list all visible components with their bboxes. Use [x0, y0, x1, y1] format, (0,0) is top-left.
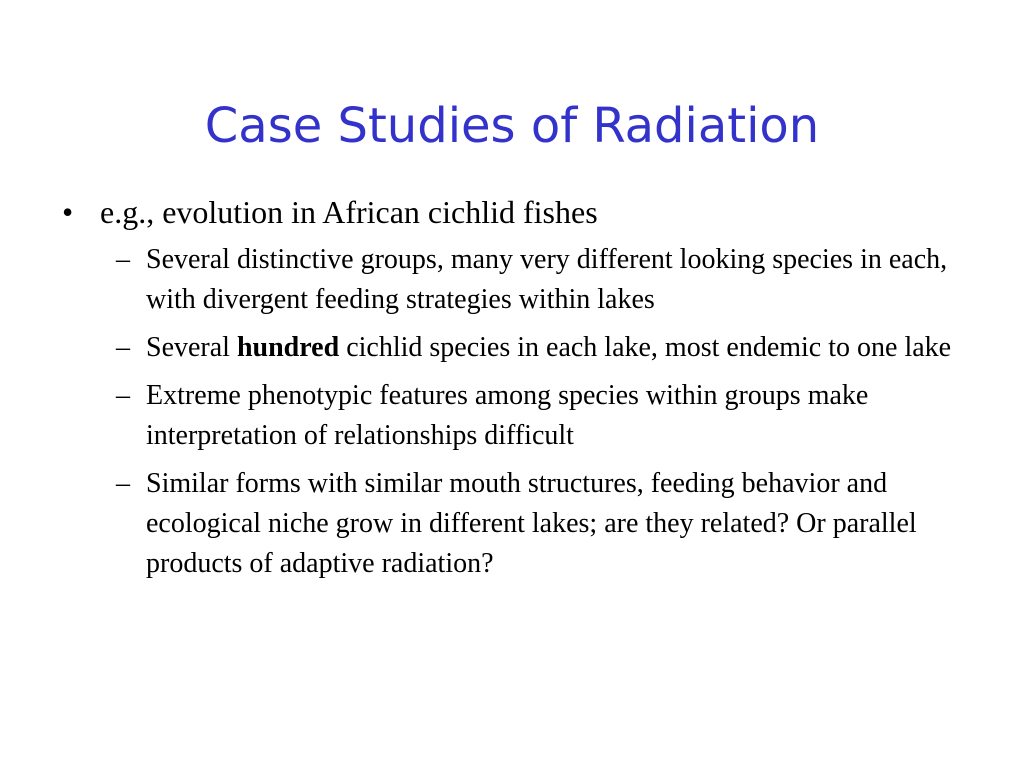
subbullet-4 [60, 464, 960, 584]
subbullet-3 [60, 376, 960, 456]
dash-marker: – [116, 380, 130, 411]
bullet-level1-text: e.g., evolution in African cichlid fishes [100, 194, 598, 230]
dash-marker: – [116, 244, 130, 275]
subbullet-3-text: Extreme phenotypic features among species within groups make interpretation of relationships difficult [146, 380, 869, 451]
bullet-marker: • [62, 194, 74, 230]
subbullet-2-text-bold: hundred [236, 332, 340, 363]
slide-title: Case Studies of Radiation [204, 98, 820, 154]
slide-body [60, 192, 960, 584]
subbullet-4-text: Similar forms with similar mouth structures, feeding behavior and ecological niche grow in different lakes; are they related? Or parallel products of adaptive radiation? [146, 468, 917, 579]
bullet-level1 [60, 192, 960, 232]
dash-marker: – [116, 332, 130, 363]
subbullet-2 [60, 328, 960, 368]
subbullet-1-text: Several distinctive groups, many very different looking species in each, with divergent feeding strategies within lakes [146, 244, 948, 315]
subbullet-2-text-pre: Several [146, 332, 237, 363]
subbullet-2-text-post: cichlid species in each lake, most endemic to one lake [339, 332, 952, 363]
subbullet-1 [60, 240, 960, 320]
dash-marker: – [116, 468, 130, 499]
